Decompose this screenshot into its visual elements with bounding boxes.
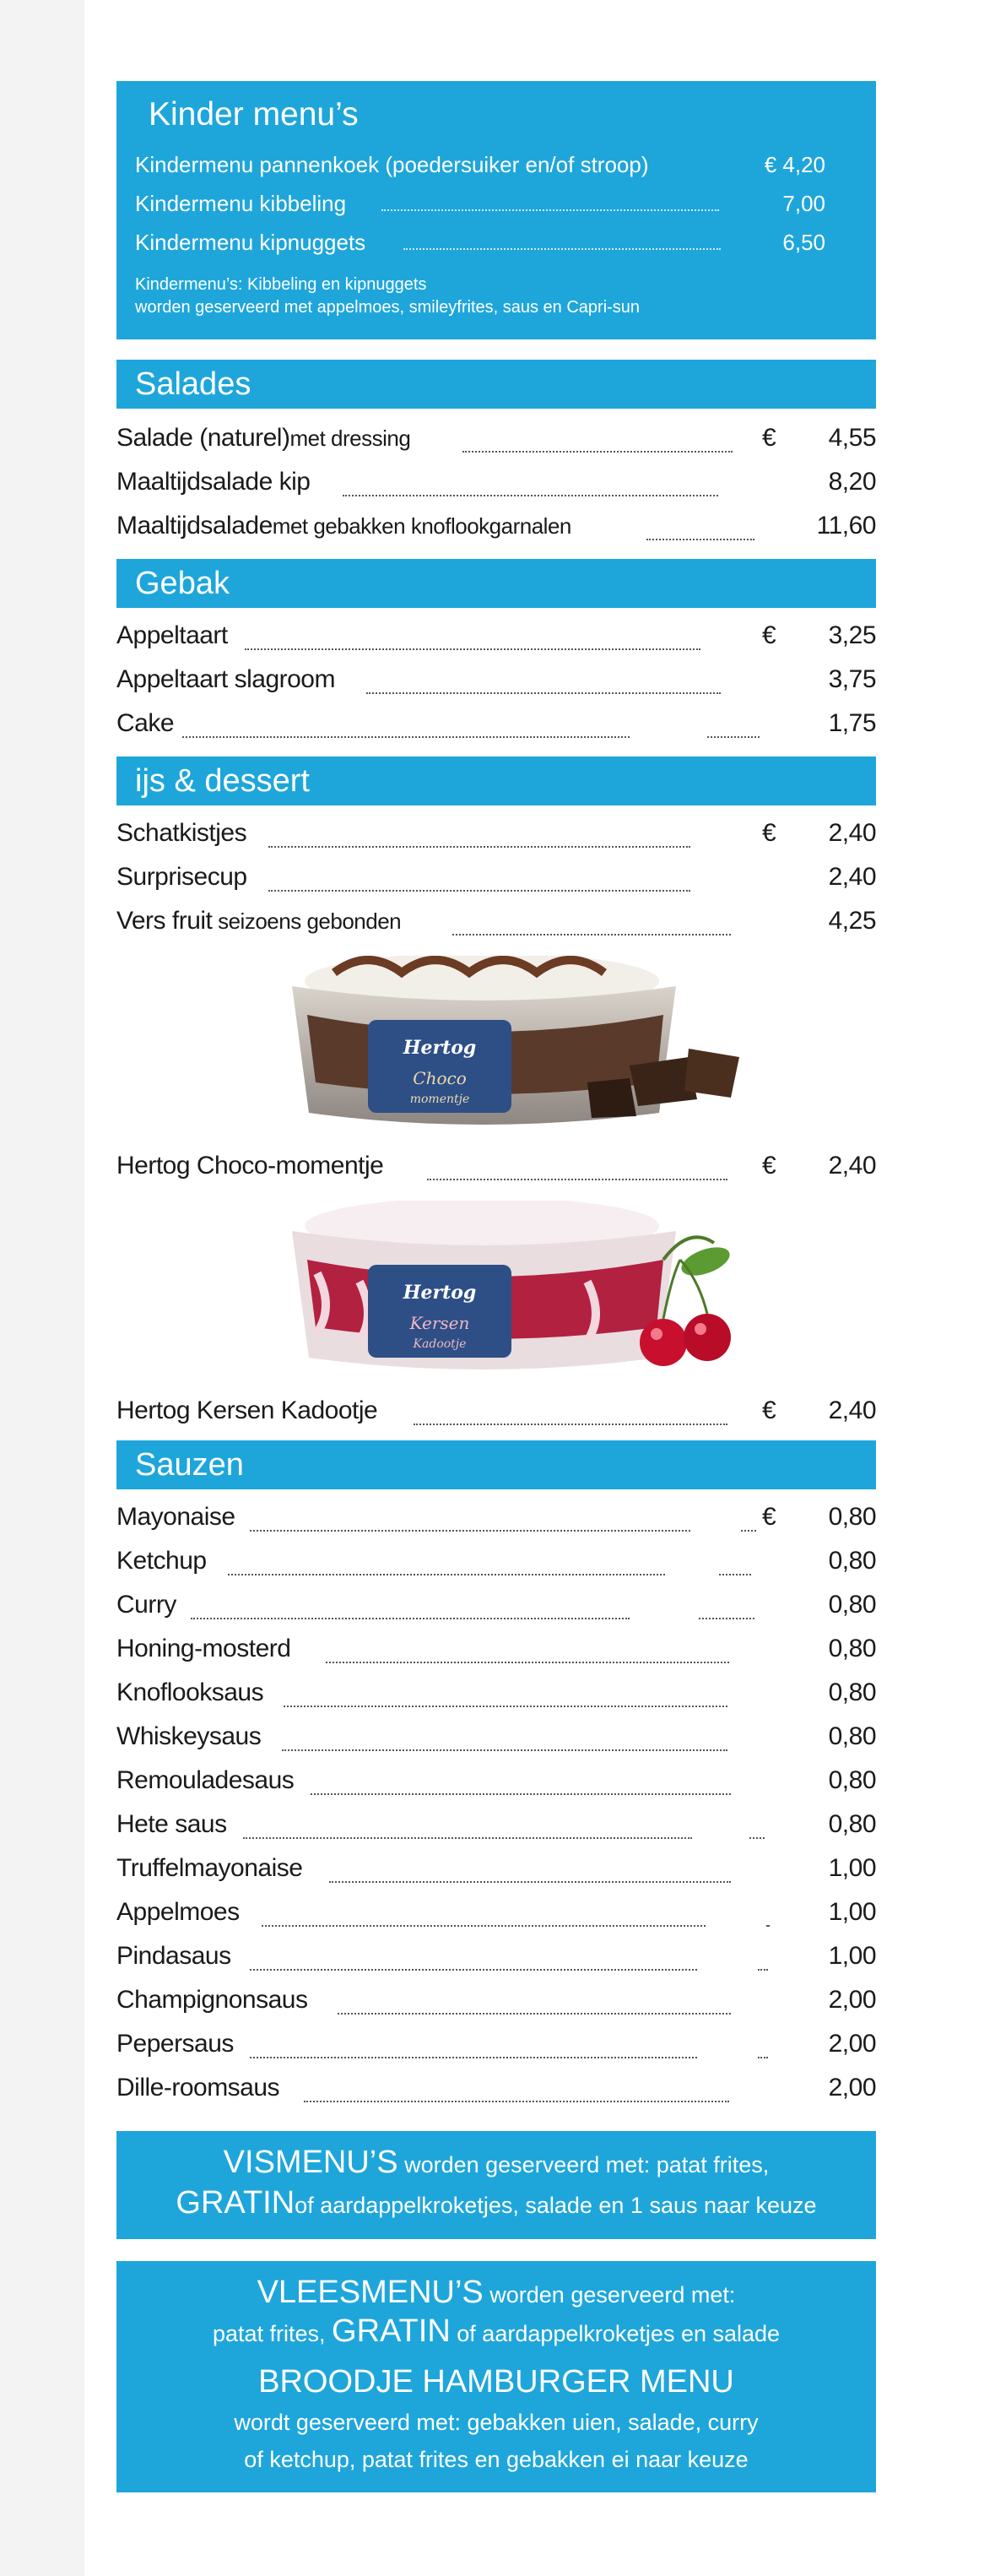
dot-leader — [326, 1662, 729, 1663]
menu-item — [135, 152, 825, 181]
item-price: 2,00 — [828, 2030, 876, 2058]
euro-sign: € — [762, 1396, 776, 1424]
item-name: Champignonsaus — [116, 1986, 308, 2014]
item-price: 0,80 — [828, 1678, 876, 1706]
flavor-label-2: momentje — [409, 1093, 470, 1106]
item-name: Whiskeysaus — [116, 1722, 262, 1750]
dot-leader — [228, 1574, 665, 1575]
euro-sign: € — [762, 1152, 776, 1180]
item-price: 0,80 — [828, 1503, 876, 1531]
item-price: 11,60 — [816, 512, 876, 540]
vismenu-box: VISMENU’S worden geserveerd met: patat frites, GRATINof aardappelkroketjes, salade en 1 saus naar keuze — [116, 2131, 876, 2239]
dot-leader — [338, 2013, 731, 2015]
item-price: 0,80 — [828, 1810, 876, 1838]
euro-sign: € — [762, 1503, 776, 1531]
menu-item — [116, 1150, 876, 1187]
item-name: Surprisecup — [116, 863, 247, 891]
item-name: Kindermenu kipnuggets — [135, 230, 366, 255]
dot-leader — [403, 248, 721, 250]
section-header-gebak: Gebak — [116, 559, 876, 608]
item-name: Hete saus — [116, 1810, 227, 1838]
item-name: Schatkistjes — [116, 819, 247, 847]
dot-leader — [243, 1837, 692, 1839]
item-price: 2,00 — [828, 2074, 876, 2101]
dot-leader — [749, 1837, 765, 1839]
menu-item — [116, 1677, 876, 1714]
item-price: 6,50 — [782, 230, 825, 255]
flavor-label: Choco — [413, 1068, 467, 1088]
item-name: Mayonaise — [116, 1503, 235, 1531]
dot-leader — [245, 648, 700, 650]
burger-menu-heading: BROODJE HAMBURGER MENU — [258, 2364, 734, 2400]
euro-sign: € — [762, 621, 776, 649]
menu-item — [116, 1896, 876, 1933]
dot-leader — [452, 934, 731, 935]
menu-item — [116, 1809, 876, 1846]
menu-item — [135, 191, 825, 220]
item-price: 2,40 — [828, 1152, 876, 1180]
dot-leader — [191, 1618, 630, 1619]
dot-leader — [250, 1530, 690, 1532]
item-name: Ketchup — [116, 1547, 207, 1575]
menu-item — [116, 1589, 876, 1626]
menu-item — [116, 2072, 876, 2109]
item-price: 0,80 — [828, 1766, 876, 1794]
dot-leader — [250, 2057, 697, 2058]
item-name: Maaltijdsalade kip — [116, 468, 311, 496]
dot-leader — [646, 539, 754, 540]
item-price: € 4,20 — [764, 152, 825, 177]
dot-leader — [366, 692, 721, 694]
item-name: Hertog Kersen Kadootje — [116, 1396, 378, 1424]
item-price: 2,40 — [828, 1396, 876, 1424]
dot-leader — [282, 1749, 727, 1751]
item-price: 0,80 — [828, 1722, 876, 1750]
item-price: 0,80 — [828, 1635, 876, 1662]
menu-item — [116, 664, 876, 701]
kinder-menu-title: Kinder menu’s — [149, 96, 359, 133]
item-price: 1,00 — [828, 1898, 876, 1926]
item-price: 2,40 — [828, 863, 876, 891]
kinder-note: Kindermenu’s: Kibbeling en kipnuggets worden geserveerd met appelmoes, smileyfrites, saus en Capri-sun — [135, 275, 641, 317]
menu-item — [116, 466, 876, 503]
dot-leader — [311, 1793, 731, 1795]
item-price: 2,40 — [828, 819, 876, 847]
dot-leader — [699, 1618, 754, 1619]
menu-item — [116, 861, 876, 898]
flavor-label-2: Kadootje — [413, 1337, 467, 1351]
dot-leader — [329, 1881, 731, 1883]
menu-item — [116, 817, 876, 854]
item-name: Appeltaart — [116, 621, 228, 649]
section-header-sauzen: Sauzen — [116, 1440, 876, 1489]
item-name: Salade (naturel)met dressing — [116, 424, 411, 452]
item-name: Appelmoes — [116, 1898, 240, 1926]
vleesmenu-heading: VLEESMENU’S — [257, 2275, 484, 2310]
dot-leader — [268, 890, 690, 892]
dot-leader — [414, 1424, 727, 1425]
item-price: 0,80 — [828, 1591, 876, 1619]
menu-item — [116, 1852, 876, 1890]
menu-item — [116, 1633, 876, 1670]
item-name: Truffelmayonaise — [116, 1854, 303, 1882]
kersen-kadootje-image — [191, 1201, 798, 1376]
dot-leader — [719, 1574, 751, 1575]
item-name: Curry — [116, 1591, 176, 1619]
dot-leader — [284, 1706, 727, 1707]
item-price: 0,80 — [828, 1547, 876, 1575]
item-price: 3,25 — [828, 621, 876, 649]
item-name: Remouladesaus — [116, 1766, 295, 1794]
menu-item — [116, 1721, 876, 1758]
dot-leader — [343, 495, 718, 496]
item-name: Hertog Choco-momentje — [116, 1152, 384, 1180]
item-price: 7,00 — [782, 191, 825, 216]
menu-item — [116, 620, 876, 657]
brand-label: Hertog — [403, 1037, 477, 1059]
item-price: 8,20 — [828, 468, 876, 496]
dot-leader — [758, 1969, 768, 1971]
burger-menu-line: wordt geserveerd met: gebakken uien, salade, curry — [234, 2410, 759, 2435]
section-header-ijs-dessert: ijs & dessert — [116, 757, 876, 805]
menu-item — [116, 708, 876, 745]
item-name: Honing-mosterd — [116, 1635, 291, 1662]
dot-leader — [182, 736, 630, 738]
dot-leader — [758, 2057, 768, 2058]
menu-item — [116, 905, 876, 942]
dot-leader — [741, 1530, 756, 1532]
dot-leader — [268, 846, 690, 848]
item-name: Vers fruit seizoens gebonden — [116, 907, 402, 935]
menu-item — [116, 510, 876, 547]
choco-momentje-image — [191, 956, 798, 1131]
item-price: 4,55 — [828, 424, 876, 452]
menu-item — [116, 422, 876, 459]
menu-item — [135, 230, 825, 258]
menu-item — [116, 1545, 876, 1582]
dot-leader — [766, 1925, 770, 1927]
item-price: 1,00 — [828, 1854, 876, 1882]
flavor-label: Kersen — [409, 1313, 470, 1333]
brand-label: Hertog — [403, 1282, 477, 1304]
item-name: Pindasaus — [116, 1942, 231, 1970]
dot-leader — [304, 2101, 729, 2102]
menu-item — [116, 1940, 876, 1977]
item-name: Knoflooksaus — [116, 1678, 264, 1706]
kinder-menu-box — [116, 81, 876, 339]
item-name: Cake — [116, 709, 175, 737]
menu-item — [116, 2028, 876, 2065]
item-price: 1,75 — [828, 709, 876, 737]
item-name: Kindermenu kibbeling — [135, 191, 347, 216]
section-header-salades: Salades — [116, 360, 876, 409]
item-name: Pepersaus — [116, 2030, 234, 2058]
item-price: 3,75 — [828, 665, 876, 693]
gratin-label: GRATIN — [176, 2185, 295, 2221]
dot-leader — [381, 209, 719, 211]
item-price: 1,00 — [828, 1942, 876, 1970]
menu-item — [116, 1395, 876, 1432]
euro-sign: € — [762, 424, 776, 452]
dot-leader — [262, 1925, 706, 1927]
euro-sign: € — [762, 819, 776, 847]
item-price: 4,25 — [828, 907, 876, 935]
vleesmenu-box: VLEESMENU’S worden geserveerd met: patat frites, GRATIN of aardappelkroketjes en salade BROODJE HAMBURGER MENU wordt geserveerd met: gebakken uien, salade, curry of ketchup, patat frites en gebakken ei naar keuze — [116, 2261, 876, 2492]
dot-leader — [462, 451, 733, 453]
burger-menu-line: of ketchup, patat frites en gebakken ei naar keuze — [244, 2447, 749, 2472]
page-left-shade — [0, 0, 84, 2576]
menu-item — [116, 1765, 876, 1802]
dot-leader — [707, 736, 760, 738]
vismenu-heading: VISMENU’S — [223, 2145, 398, 2180]
menu-item — [116, 1501, 876, 1538]
gratin-label: GRATIN — [332, 2313, 451, 2349]
item-name: Kindermenu pannenkoek (poedersuiker en/of stroop) — [135, 152, 649, 177]
item-name: Appeltaart slagroom — [116, 665, 335, 693]
item-name: Maaltijdsalademet gebakken knoflookgarnalen — [116, 512, 571, 540]
menu-item — [116, 1984, 876, 2021]
dot-leader — [250, 1969, 697, 1971]
dot-leader — [427, 1179, 727, 1180]
item-name: Dille-roomsaus — [116, 2074, 280, 2101]
item-price: 2,00 — [828, 1986, 876, 2014]
